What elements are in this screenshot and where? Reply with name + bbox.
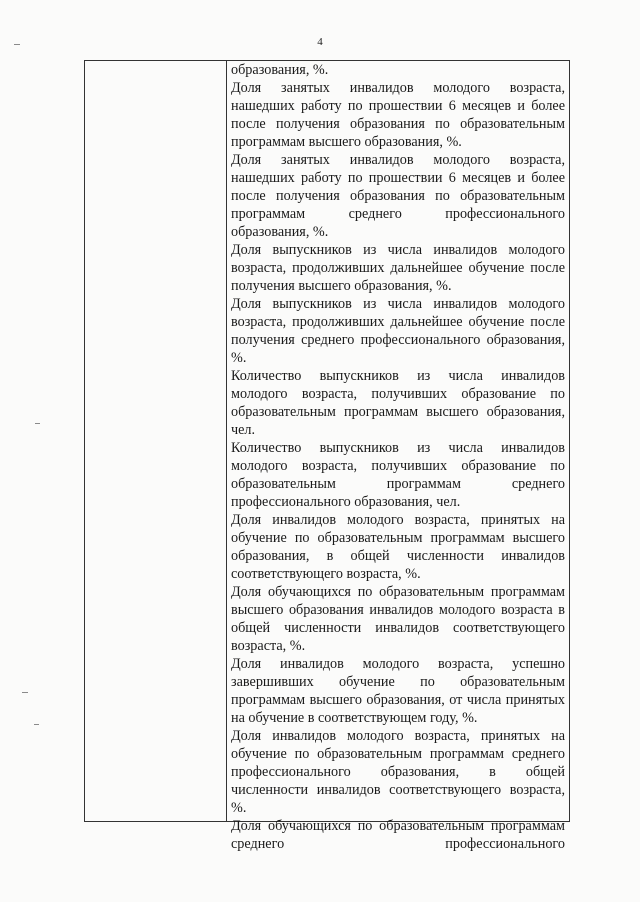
indicator-paragraph: Доля инвалидов молодого возраста, успешно завершивших обучение по образовательным программам высшего образования, от числа принятых на обучение в соответствующем году, %.	[231, 656, 565, 726]
table-right-cell	[231, 61, 565, 853]
indicator-paragraph: Доля инвалидов молодого возраста, принятых на обучение по образовательным программам высшего образования, в общей численности инвалидов соответствующего возраста, %.	[231, 512, 565, 582]
table-left-cell	[84, 60, 226, 822]
scan-artifact	[35, 423, 40, 424]
table-column-divider	[226, 60, 227, 822]
indicator-paragraph: образования, %.	[231, 62, 329, 78]
indicator-paragraph: Количество выпускников из числа инвалидов молодого возраста, получивших образование по образовательным программам среднего профессионального образования, чел.	[231, 440, 565, 510]
page-number: 4	[317, 36, 323, 48]
indicator-paragraph: Доля занятых инвалидов молодого возраста, нашедших работу по прошествии 6 месяцев и более после получения образования по образовательным программам высшего образования, %.	[231, 80, 565, 150]
indicator-paragraph: Доля инвалидов молодого возраста, принятых на обучение по образовательным программам среднего профессионального образования, в общей численности инвалидов соответствующего возраста, %.	[231, 728, 565, 816]
scan-artifact	[22, 692, 28, 693]
indicator-paragraph: Доля обучающихся по образовательным программам среднего профессионального	[231, 818, 565, 852]
indicator-paragraph: Доля обучающихся по образовательным программам высшего образования инвалидов молодого возраста в общей численности инвалидов соответствующего возраста, %.	[231, 584, 565, 654]
scan-artifact	[34, 724, 39, 725]
indicator-paragraph: Количество выпускников из числа инвалидов молодого возраста, получивших образование по образовательным программам высшего образования, чел.	[231, 368, 565, 438]
scan-artifact	[14, 44, 20, 45]
indicator-paragraph: Доля занятых инвалидов молодого возраста, нашедших работу по прошествии 6 месяцев и более после получения образования по образовательным программам среднего профессионального образования, %.	[231, 152, 565, 240]
indicator-paragraph: Доля выпускников из числа инвалидов молодого возраста, продолживших дальнейшее обучение после получения среднего профессионального образования, %.	[231, 296, 565, 366]
indicator-paragraph: Доля выпускников из числа инвалидов молодого возраста, продолживших дальнейшее обучение после получения высшего образования, %.	[231, 242, 565, 294]
